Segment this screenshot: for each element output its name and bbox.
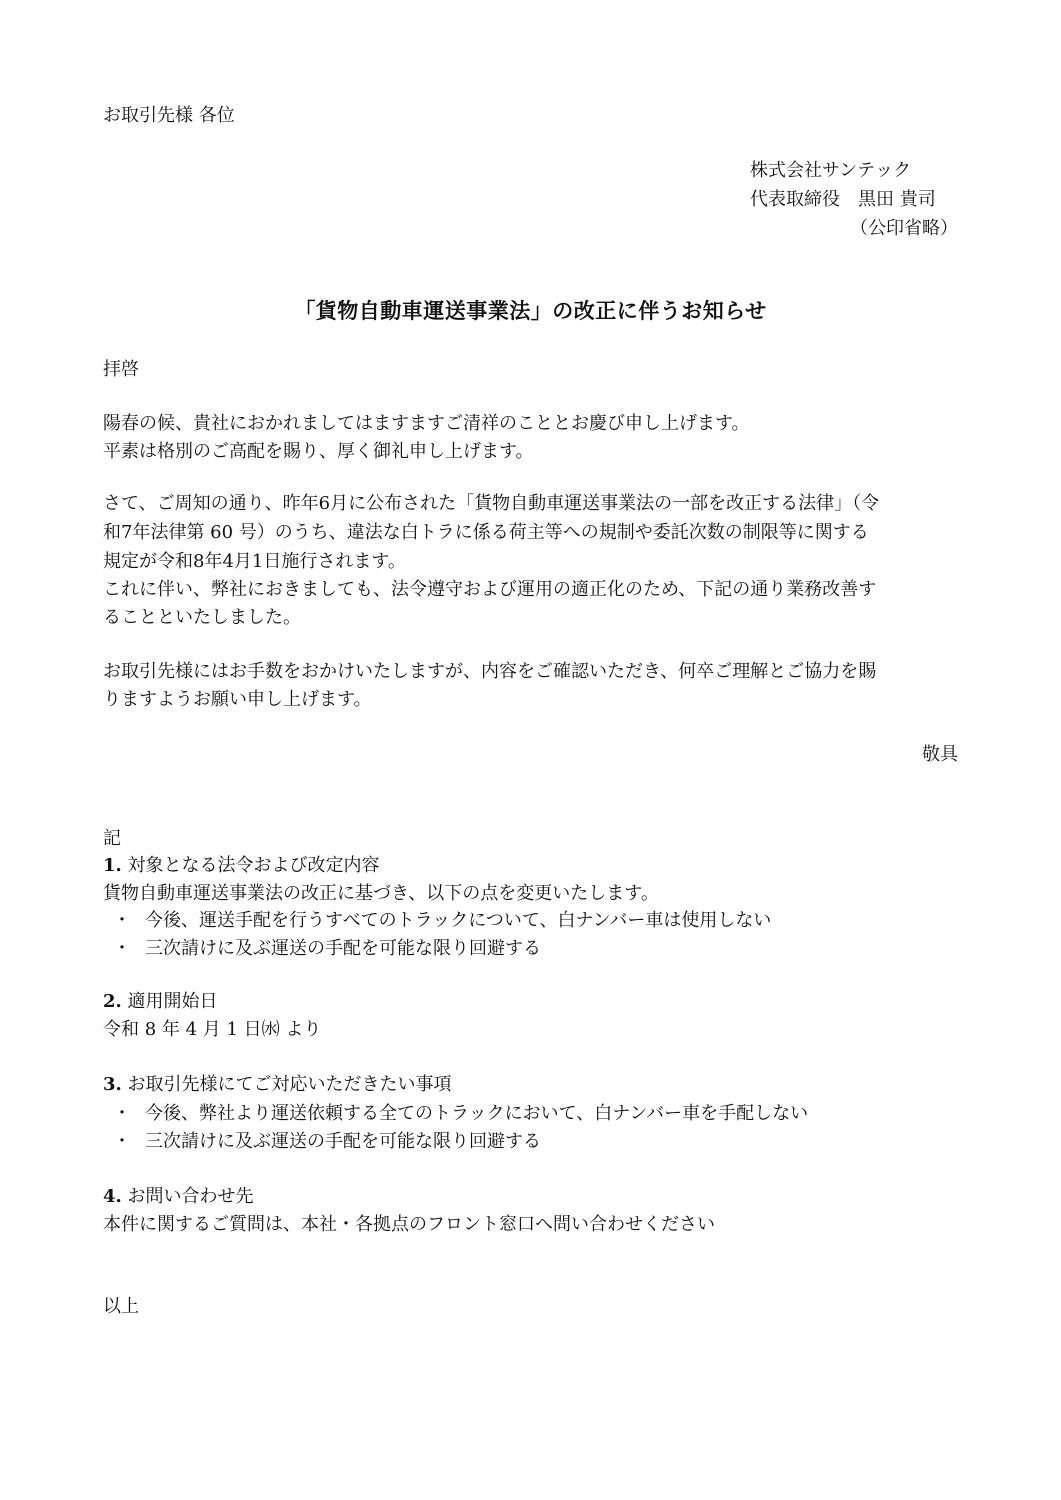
section-heading [103, 1183, 254, 1211]
sender-company: 株式会社サンテック [750, 160, 912, 181]
list-item [113, 935, 541, 963]
sender-representative: 代表取締役 黒田 貴司 [750, 189, 936, 210]
section-title: お取引先様にてご対応いただきたい事項 [121, 1074, 452, 1095]
section-title: 適用開始日 [121, 991, 218, 1012]
section-number: 1. [103, 855, 122, 876]
list-item [113, 907, 771, 935]
body-line: お取引先様にはお手数をおかけいたしますが、内容をご確認いただき、何卒ご理解とご協力を賜 [103, 661, 877, 682]
greeting-line: 平素は格別のご高配を賜り、厚く御礼申し上げます。 [103, 441, 534, 462]
list-item-text: 今後、運送手配を行うすべてのトラックについて、白ナンバー車は使用しない [145, 910, 772, 931]
section-heading [103, 988, 218, 1016]
body-line: これに伴い、弊社におきましても、法令遵守および運用の適正化のため、下記の通り業務改善す [103, 579, 877, 600]
section-title: お問い合わせ先 [121, 1186, 254, 1207]
section-number: 3. [103, 1074, 122, 1095]
ki-marker: 記 [103, 828, 121, 849]
list-item [113, 1100, 808, 1128]
bullet-mark: ・ [113, 910, 131, 931]
section-text: 令和 8 年 4 月 1 日㈬ より [103, 1019, 322, 1040]
bullet-mark: ・ [113, 1103, 131, 1124]
recipient: お取引先様 各位 [103, 105, 235, 126]
body-line: ることといたしました。 [103, 607, 301, 628]
section-title: 対象となる法令および改定内容 [121, 855, 380, 876]
body-line: さて、ご周知の通り、昨年6月に公布された「貨物自動車運送事業法の一部を改正する法律」（令 [103, 493, 880, 514]
list-item [113, 1128, 541, 1156]
section-heading [103, 852, 380, 880]
section-text: 貨物自動車運送事業法の改正に基づき、以下の点を変更いたします。 [103, 883, 659, 904]
section-number: 4. [103, 1186, 122, 1207]
seal-note: （公印省略） [850, 218, 958, 239]
bullet-mark: ・ [113, 938, 131, 959]
body-line: 規定が令和8年4月1日施行されます。 [103, 551, 406, 572]
body-line: りますようお願い申し上げます。 [103, 689, 372, 710]
closing-word: 敬具 [922, 744, 958, 765]
opening-word: 拝啓 [103, 359, 139, 380]
bullet-mark: ・ [113, 1131, 131, 1152]
section-heading [103, 1071, 452, 1099]
list-item-text: 三次請けに及ぶ運送の手配を可能な限り回避する [145, 1131, 541, 1152]
body-line: 和7年法律第 60 号）のうち、違法な白トラに係る荷主等への規制や委託次数の制限等に関する [103, 522, 869, 543]
greeting-line: 陽春の候、貴社におかれましてはますますご清祥のこととお慶び申し上げます。 [103, 413, 750, 434]
section-text: 本件に関するご質問は、本社・各拠点のフロント窓口へ問い合わせください [103, 1214, 715, 1235]
list-item-text: 今後、弊社より運送依頼する全てのトラックにおいて、白ナンバー車を手配しない [145, 1103, 809, 1124]
end-marker: 以上 [103, 1296, 139, 1317]
section-number: 2. [103, 991, 122, 1012]
document-title: 「貨物自動車運送事業法」の改正に伴うお知らせ [294, 299, 767, 323]
list-item-text: 三次請けに及ぶ運送の手配を可能な限り回避する [145, 938, 541, 959]
